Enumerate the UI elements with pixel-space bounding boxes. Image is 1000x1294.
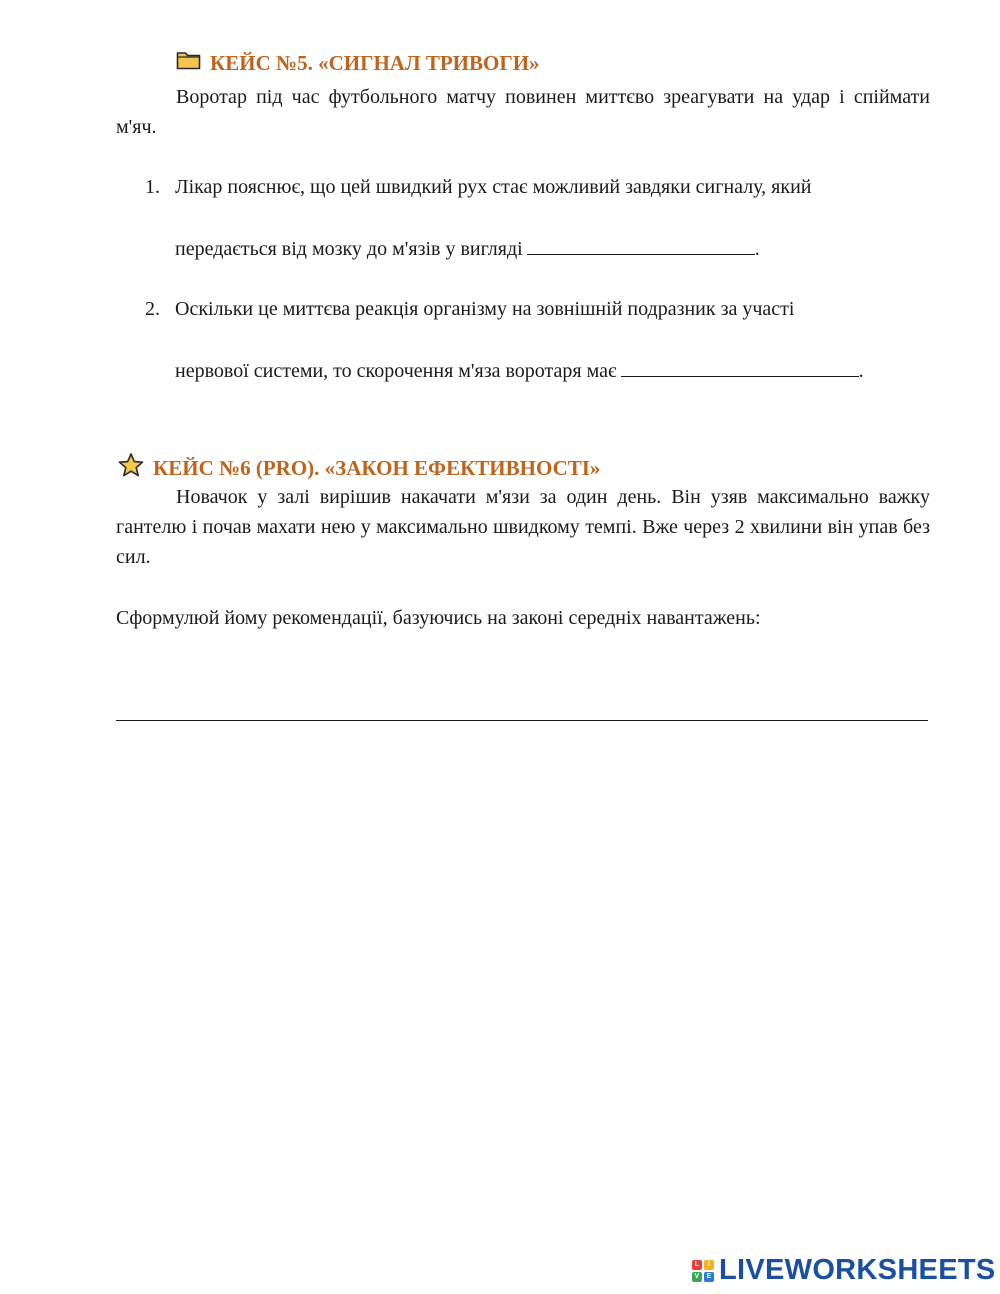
item-2-end: . <box>858 360 864 382</box>
item-2-line-1: Оскільки це миттєва реакція організму на зовнішній подразник за участі <box>175 298 795 320</box>
logo-letter: E <box>704 1272 714 1282</box>
logo-letter: I <box>704 1260 714 1270</box>
case5-intro: Воротар під час футбольного матчу повинен миттєво зреагувати на удар і спіймати м'яч. <box>116 86 930 138</box>
case5-title <box>176 50 540 76</box>
item-1-end: . <box>754 238 760 260</box>
case6-title-text: КЕЙС №6 (PRO). «ЗАКОН ЕФЕКТИВНОСТІ» <box>153 456 601 480</box>
item-1-line-2 <box>175 234 760 264</box>
logo-text: LIVEWORKSHEETS <box>719 1254 996 1286</box>
case5-item-2 <box>116 294 930 324</box>
item-1-line-1: Лікар пояснює, що цей швидкий рух стає можливий завдяки сигналу, який <box>175 176 812 198</box>
item-number: 1. <box>145 176 160 198</box>
logo-letter: L <box>692 1260 702 1270</box>
item-2-line-2-text: нервової системи, то скорочення м'яза воротаря має <box>175 360 617 382</box>
logo-letter: V <box>692 1272 702 1282</box>
case6-intro: Новачок у залі вирішив накачати м'язи за один день. Він узяв максимально важку гантелю і почав махати нею у максимально швидкому темпі. Вже через 2 хвилини він упав без сил. <box>116 486 930 568</box>
logo-mark-icon <box>692 1260 714 1282</box>
item-number: 2. <box>145 298 160 320</box>
case5-item-1 <box>116 172 930 202</box>
recommendation-answer-line[interactable] <box>116 700 928 721</box>
answer-blank-2[interactable] <box>621 358 859 377</box>
star-icon <box>117 452 145 484</box>
answer-blank-1[interactable] <box>527 236 755 255</box>
item-1-line-2-text: передається від мозку до м'язів у вигляді <box>175 238 523 260</box>
case6-prompt: Сформулюй йому рекомендації, базуючись на законі середніх навантажень: <box>116 607 761 629</box>
folder-icon <box>176 50 202 76</box>
case5-title-text: КЕЙС №5. «СИГНАЛ ТРИВОГИ» <box>210 51 540 75</box>
liveworksheets-logo <box>692 1254 996 1287</box>
item-2-line-2 <box>175 356 864 386</box>
case6-title <box>117 452 600 484</box>
